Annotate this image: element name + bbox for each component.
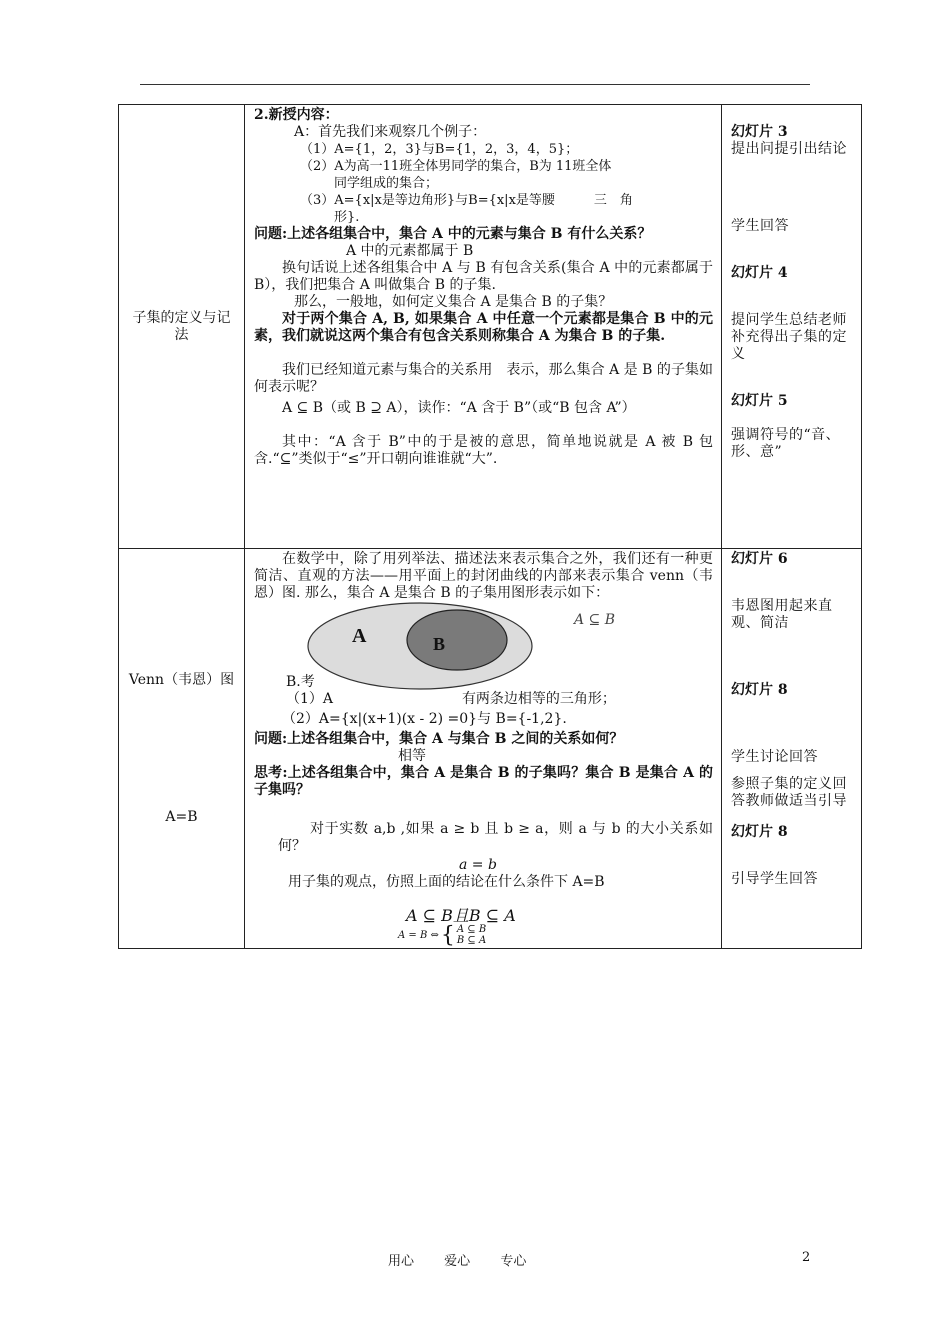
- equiv-lhs: A = B ⇔: [398, 929, 439, 941]
- footer-motto-1: 用心: [388, 1254, 415, 1269]
- explain-text: 换句话说上述各组集合中 A 与 B 有包含关系(集合 A 中的元素都属于 B），我们把集合 A 叫做集合 B 的子集.: [254, 260, 713, 293]
- set-a-label: A: [352, 625, 367, 647]
- set-b-ellipse: [407, 610, 507, 670]
- note-text: 学生回答: [731, 218, 789, 234]
- equiv-line-1: A ⊆ B: [456, 924, 487, 935]
- footer-motto-3: 专心: [500, 1254, 527, 1269]
- content-cell: [245, 105, 722, 549]
- note-text: 强调符号的“音、形、意”: [731, 427, 841, 460]
- lesson-table: [118, 104, 862, 949]
- slide-label: 幻灯片 3: [731, 124, 788, 140]
- example-2-cont: 同学组成的集合；: [334, 176, 439, 191]
- page-number: 2: [802, 1250, 811, 1265]
- topic-label: 子集的定义与记法: [132, 309, 231, 343]
- set-b-label: B: [433, 634, 446, 654]
- think-prefix: B.考: [286, 674, 315, 690]
- topic-cell: [119, 105, 245, 549]
- b-example-1-tail: 有两条边相等的三角形；: [461, 691, 616, 707]
- real-answer: a = b: [459, 857, 497, 873]
- note-text: 参照子集的定义回答教师做适当引导: [731, 776, 847, 809]
- intro-text: A：首先我们来观察几个例子：: [294, 124, 487, 140]
- notation-question: 我们已经知道元素与集合的关系用 表示，那么集合 A 是 B 的子集如何表示呢？: [254, 362, 713, 395]
- question-2: 问题:上述各组集合中，集合 A 与集合 B 之间的关系如何？: [254, 731, 624, 747]
- notation-text: A ⊆ B（或 B ⊇ A），读作：“A 含于 B”（或“B 包含 A”）: [282, 400, 636, 416]
- example-2: （2）A为高一11班全体男同学的集合，B为 11班全体: [300, 159, 612, 174]
- think-question: 思考:上述各组集合中，集合 A 是集合 B 的子集吗？集合 B 是集合 A 的子集吗？: [254, 765, 713, 798]
- slide-label: 幻灯片 6: [731, 551, 788, 567]
- topic-label: Venn（韦恩）图: [128, 671, 235, 688]
- equality-equiv: A = B ⇔ { A ⊆ B B ⊆ A: [398, 922, 487, 948]
- example-3-cont: 形}.: [334, 210, 360, 225]
- note-text: 韦恩图用起来直观、简洁: [731, 598, 833, 631]
- answer-text: A 中的元素都属于 B: [346, 243, 474, 259]
- footer-motto-2: 爱心: [444, 1254, 471, 1269]
- topic-label: A=B: [165, 808, 198, 825]
- note-text: 学生讨论回答: [731, 749, 818, 765]
- table-row: [119, 549, 862, 949]
- equiv-line-2: B ⊆ A: [456, 935, 487, 946]
- venn-intro: 在数学中，除了用列举法、描述法来表示集合之外，我们还有一种更简洁、直观的方法——用平面上的封闭曲线的内部来表示集合 venn（韦恩）图. 那么，集合 A 是集合 B 的子集用图形表示如下：: [254, 551, 713, 601]
- header-rule: [140, 84, 810, 85]
- table-row: [119, 105, 862, 549]
- slide-label: 幻灯片 8: [731, 682, 788, 698]
- meaning-text: 其中：“A 含于 B”中的于是被的意思，简单地说就是 A 被 B 包含.“⊆”类似于“≤”开口朝向谁谁就“大”.: [254, 434, 713, 467]
- question-text: 问题:上述各组集合中，集合 A 中的元素与集合 B 有什么关系？: [254, 226, 652, 242]
- b-example-1: （1）A: [286, 691, 334, 707]
- ask-text: 那么，一般地，如何定义集合 A 是集合 B 的子集？: [294, 294, 613, 310]
- b-example-2: （2）A={x|(x+1)(x - 2) =0}与 B={-1,2}.: [282, 711, 567, 727]
- footer-motto: [388, 1250, 552, 1269]
- notes-cell: [722, 549, 862, 949]
- subset-question: 用子集的观点，仿照上面的结论在什么条件下 A=B: [288, 874, 605, 890]
- slide-label: 幻灯片 5: [731, 393, 788, 409]
- slide-label: 幻灯片 4: [731, 265, 788, 281]
- note-text: 提出问提引出结论: [731, 141, 847, 157]
- section-heading: 2.新授内容：: [254, 107, 339, 123]
- notes-cell: [722, 105, 862, 549]
- content-cell: [245, 549, 722, 949]
- note-text: 引导学生回答: [731, 871, 818, 887]
- answer-2: 相等: [398, 748, 426, 764]
- equality-condition: A ⊆ B且B ⊆ A: [406, 906, 516, 925]
- definition-text: 对于两个集合 A, B, 如果集合 A 中任意一个元素都是集合 B 中的元素，我们就说这两个集合有包含关系则称集合 A 为集合 B 的子集.: [254, 311, 713, 344]
- example-3: （3）A={x|x是等边角形}与B={x|x是等腰 三 角: [300, 193, 633, 208]
- real-number-text: 对于实数 a,b ,如果 a ≥ b 且 b ≥ a，则 a 与 b 的大小关系如何？: [278, 821, 713, 854]
- example-1: （1）A={1，2，3}与B={1，2，3，4，5}；: [300, 142, 579, 157]
- slide-label: 幻灯片 8: [731, 824, 788, 840]
- topic-cell: [119, 549, 245, 949]
- subset-relation: A ⊆ B: [574, 612, 616, 628]
- note-text: 提问学生总结老师补充得出子集的定义: [731, 312, 847, 362]
